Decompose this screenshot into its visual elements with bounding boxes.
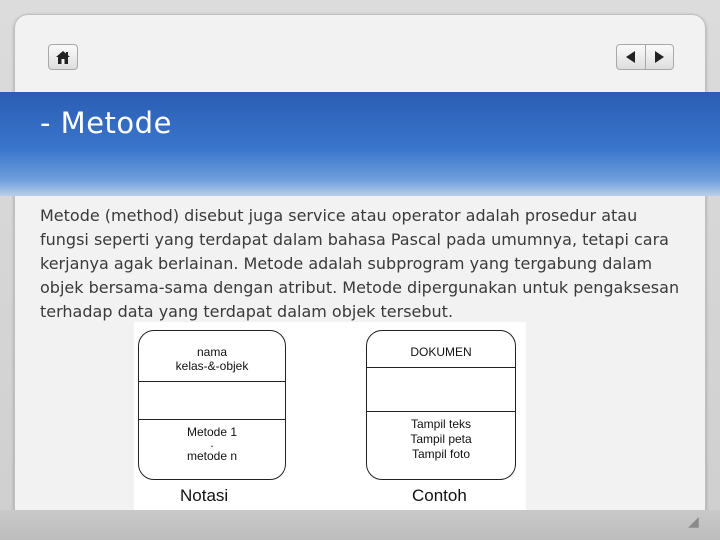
next-slide-button[interactable] [645, 45, 673, 69]
method-line1: Tampil teks [410, 417, 472, 431]
slide-body-text: Metode (method) disebut juga service atau operator adalah prosedur atau fungsi seperti yang terdapat dalam bahasa Pascal pada umumnya, tetapi cara kerjanya agak berlainan. Metode adalah subprogram yang tergabung dalam objek bersama-sama dengan atribut. Metode dipergunakan untuk pengaksesan terhadap data yang terdapat dalam objek tersebut. [40, 206, 680, 321]
class-name-line2: kelas-&-objek [175, 359, 249, 373]
method-dot: . [210, 436, 214, 450]
previous-slide-button[interactable] [617, 45, 645, 69]
slide-navigation [616, 44, 674, 70]
method-line3: Tampil foto [411, 447, 471, 461]
resize-grip-icon: ◢ [688, 514, 699, 530]
slide-title: - Metode [40, 106, 172, 140]
method-line2: metode n [186, 449, 238, 463]
divider-bottom [367, 411, 515, 412]
contoh-class-box [366, 330, 516, 480]
divider-bottom [139, 419, 285, 420]
class-name: DOKUMEN [410, 345, 472, 359]
method-line1: Metode 1 [186, 425, 238, 439]
triangle-left-icon [626, 51, 635, 63]
method-line2: Tampil peta [410, 432, 472, 446]
divider-top [367, 367, 515, 368]
notasi-class-box [138, 330, 286, 480]
home-button[interactable] [48, 44, 78, 70]
bottom-bar [0, 510, 720, 540]
triangle-right-icon [655, 51, 664, 63]
notasi-caption: Notasi [180, 486, 229, 505]
divider-top [139, 381, 285, 382]
class-name-line1: nama [196, 345, 228, 359]
contoh-caption: Contoh [412, 486, 467, 505]
home-icon [55, 50, 71, 65]
class-diagram-figure [134, 322, 526, 516]
